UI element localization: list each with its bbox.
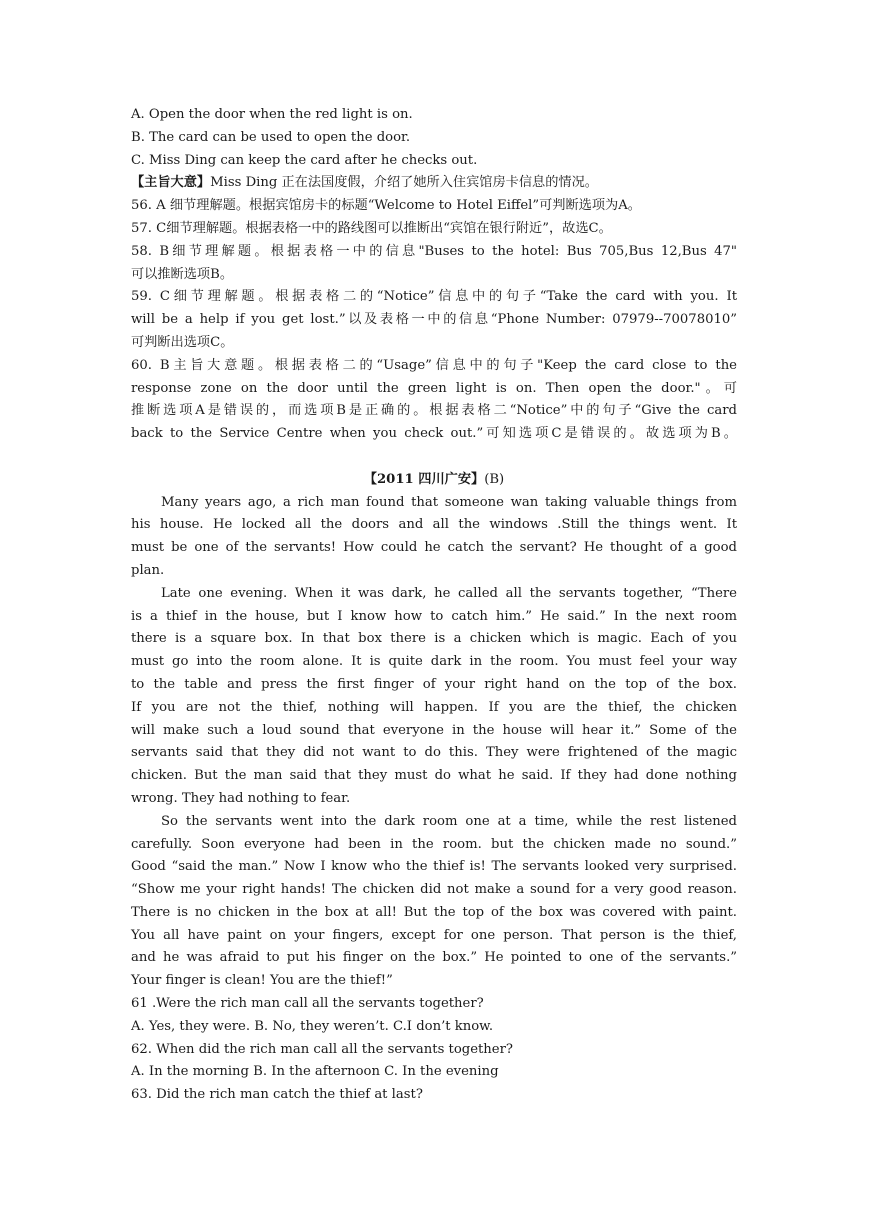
option-a: A. Open the door when the red light is on. — [131, 107, 413, 122]
passage-line: Good “said the man.” Now I know who the thief is! The servants looked very surprised. — [131, 859, 737, 875]
document-content — [131, 104, 737, 1107]
question-62: 62. When did the rich man call all the servants together? — [131, 1041, 513, 1057]
section-title: 【2011 四川广安】 — [363, 471, 485, 487]
section-gap — [131, 446, 737, 469]
option-b: B. The card can be used to open the door. — [131, 129, 411, 145]
passage-line: wrong. They had nothing to fear. — [131, 790, 351, 806]
answer-58-line-1: 58. B细节理解题。根据表格一中的信息"Buses to the hotel: Bus 705,Bus 12,Bus 47" — [131, 243, 737, 259]
passage-line: plan. — [131, 562, 165, 578]
passage-line: servants said that they did not want to do this. They were frightened of the magic — [131, 745, 737, 761]
passage-line: carefully. Soon everyone had been in the room. but the chicken made no sound.” — [131, 836, 737, 852]
passage-line: his house. He locked all the doors and all the windows .Still the things went. It — [131, 517, 737, 533]
passage-line: to the table and press the first finger of your right hand on the top of the box. — [131, 676, 737, 692]
passage-line: Late one evening. When it was dark, he called all the servants together, “There — [161, 585, 737, 601]
answer-59-line-1: 59. C细节理解题。根据表格二的“Notice”信息中的句子“Take the card with you. It — [131, 289, 737, 305]
passage-line: chicken. But the man said that they must do what he said. If they had done nothing — [131, 768, 737, 784]
passage-line: You all have paint on your fingers, except for one person. That person is the thief, — [131, 927, 737, 943]
passage-line: If you are not the thief, nothing will happen. If you are the thief, the chicken — [131, 699, 737, 715]
answer-59-line-2: will be a help if you get lost.”以及表格一中的信息“Phone Number: 07979--70078010” — [131, 312, 737, 328]
passage-line: Your finger is clean! You are the thief!” — [131, 973, 393, 989]
question-61-options: A. Yes, they were. B. No, they weren’t. C.I don’t know. — [131, 1018, 494, 1034]
passage-line: must be one of the servants! How could he catch the servant? He thought of a good — [131, 540, 737, 556]
passage-paragraph-2 — [131, 583, 737, 811]
answer-58-line-2: 可以推断选项B。 — [131, 266, 234, 282]
answer-60-line-1: 60. B主旨大意题。根据表格二的“Usage”信息中的句子"Keep the card close to the — [131, 357, 737, 373]
passage-line: and he was afraid to put his finger on the box.” He pointed to one of the servants.” — [131, 950, 737, 966]
passage-line: So the servants went into the dark room one at a time, while the rest listened — [161, 813, 737, 829]
question-63: 63. Did the rich man catch the thief at last? — [131, 1087, 423, 1103]
passage-paragraph-3 — [131, 811, 737, 993]
answer-56: 56. A 细节理解题。根据宾馆房卡的标题“Welcome to Hotel Eiffel”可判断选项为A。 — [131, 198, 641, 214]
main-idea-text: Miss Ding 正在法国度假，介绍了她所入住宾馆房卡信息的情况。 — [210, 175, 598, 191]
main-idea-label: 【主旨大意】 — [131, 175, 211, 191]
passage-line: “Show me your right hands! The chicken did not make a sound for a very good reason. — [131, 882, 737, 898]
passage-line: will make such a loud sound that everyone in the house will hear it.” Some of the — [131, 722, 737, 738]
answer-59-line-3: 可判断出选项C。 — [131, 334, 234, 350]
passage-line: must go into the room alone. It is quite dark in the room. You must feel your way — [131, 654, 737, 670]
answer-60-line-2: response zone on the door until the green light is on. Then open the door."。可 — [131, 380, 737, 396]
section-part: (B) — [484, 471, 505, 487]
question-62-options: A. In the morning B. In the afternoon C. In the evening — [131, 1064, 499, 1080]
passage-line: Many years ago, a rich man found that someone wan taking valuable things from — [161, 494, 737, 510]
passage-line: is a thief in the house, but I know how to catch him.” He said.” In the next room — [131, 608, 737, 624]
answer-60-line-3: 推断选项A是错误的，而选项B是正确的。根据表格二“Notice”中的句子“Give the card — [131, 403, 737, 419]
answer-60-line-4: back to the Service Centre when you check out.”可知选项C是错误的。故选项为B。 — [131, 426, 737, 442]
main-idea — [131, 172, 737, 195]
passage-line: there is a square box. In that box there is a chicken which is magic. Each of you — [131, 631, 737, 647]
answer-57: 57. C细节理解题。根据表格一中的路线图可以推断出“宾馆在银行附近”，故选C。 — [131, 220, 612, 236]
passage-paragraph-1 — [131, 492, 737, 583]
question-61: 61 .Were the rich man call all the servants together? — [131, 996, 484, 1012]
passage-line: There is no chicken in the box at all! But the top of the box was covered with paint. — [131, 904, 737, 920]
option-c: C. Miss Ding can keep the card after he checks out. — [131, 152, 478, 168]
section-heading — [131, 469, 737, 492]
